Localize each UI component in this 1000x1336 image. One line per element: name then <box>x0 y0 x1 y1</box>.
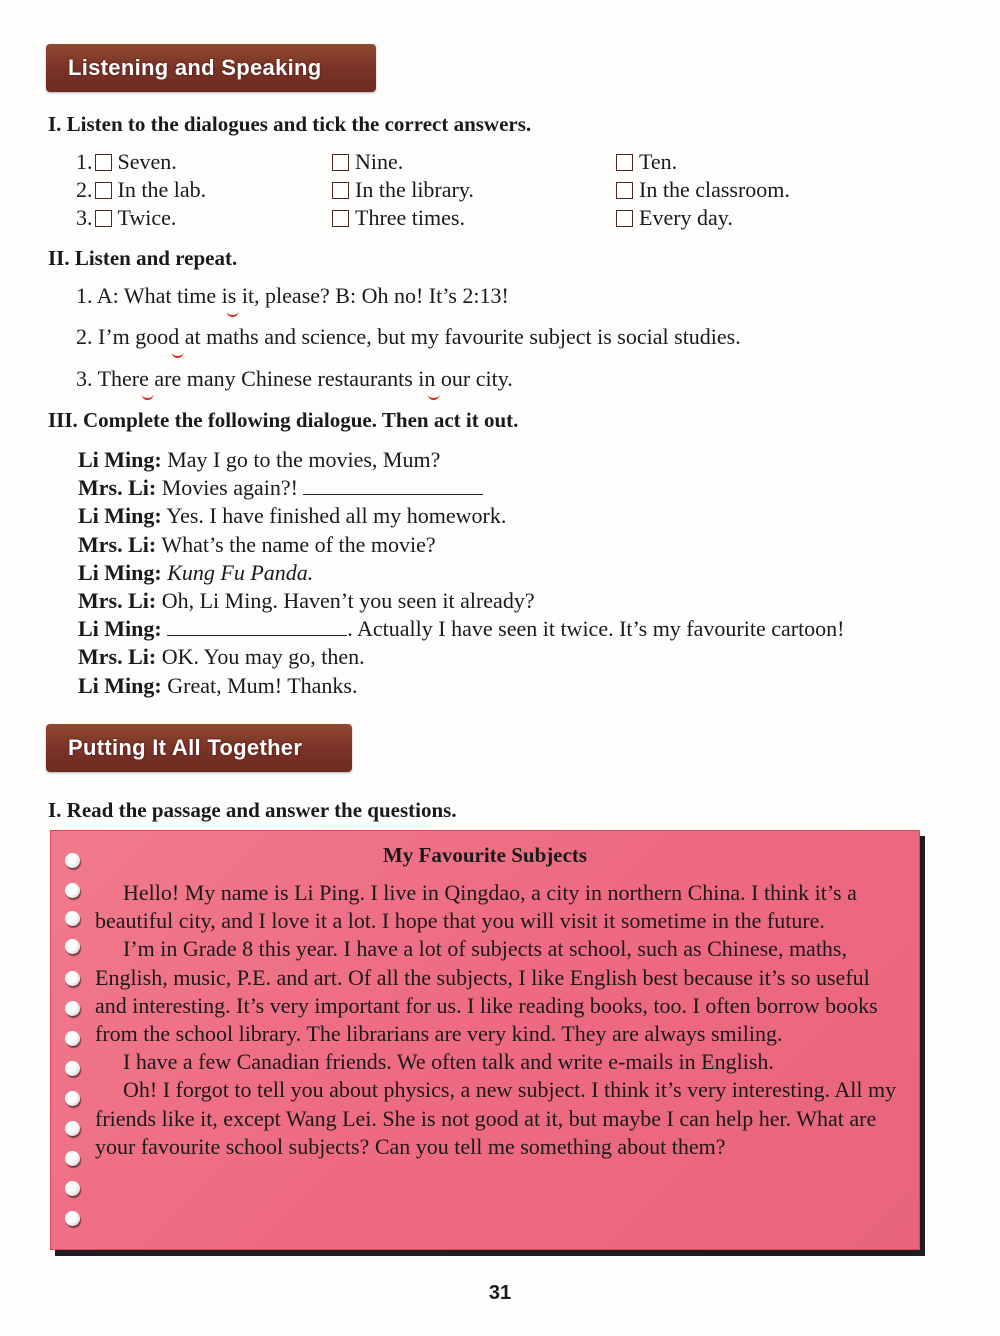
binder-ring-icon <box>65 1121 80 1136</box>
question-number: 3. <box>76 205 93 230</box>
linking-mark: is <box>221 283 237 308</box>
option-c <box>614 205 733 231</box>
dialogue-line <box>78 615 845 643</box>
section-banner-putting-together <box>46 724 352 772</box>
option-label: Twice. <box>117 205 177 230</box>
binder-ring-icon <box>65 971 80 986</box>
line-text: Oh, Li Ming. Haven’t you seen it already? <box>161 588 535 614</box>
checkbox[interactable] <box>332 182 349 199</box>
paragraph: I have a few Canadian friends. We often talk and write e-mails in English. <box>123 1049 774 1075</box>
paragraph: Hello! My name is Li Ping. I live in Qingdao, a city in northern China. I think it’s a beautiful city, and I love it a lot. I hope that you will visit it sometime in the future. <box>95 880 857 934</box>
checkbox[interactable] <box>332 154 349 171</box>
page-number: 31 <box>488 1282 512 1304</box>
text: 3. Ther <box>76 366 140 391</box>
line-text: What’s the name of the movie? <box>161 531 436 557</box>
option-label: Every day. <box>639 205 733 230</box>
dialogue-line <box>78 559 845 587</box>
text: our city. <box>435 366 513 391</box>
option-c <box>614 149 677 175</box>
text: at maths and science, but my favourite subject is social studies. <box>179 324 741 349</box>
movie-title: Kung Fu Panda. <box>167 559 314 585</box>
option-b <box>330 177 474 203</box>
exercise-heading: III. Complete the following dialogue. Then act it out. <box>48 408 519 432</box>
speaker: Mrs. Li: <box>78 588 157 614</box>
speaker: Li Ming: <box>78 616 162 642</box>
speaker: Mrs. Li: <box>78 475 157 501</box>
exercise-heading: I. Listen to the dialogues and tick the correct answers. <box>48 112 532 136</box>
binder-ring-icon <box>65 911 80 926</box>
paragraph: I’m in Grade 8 this year. I have a lot of subjects at school, such as Chinese, maths, English, music, P.E. and art. Of all the subjects, I like English best because it’s so useful and interesting. It’s very important for us. I like reading books, too. I often borrow books from the school library. The librarians are very kind. They are always smiling. <box>95 936 878 1047</box>
repeat-line-3 <box>76 366 513 392</box>
repeat-line-1 <box>76 283 509 309</box>
banner-label: Listening and Speaking <box>68 55 322 80</box>
dialogue-line <box>78 531 845 559</box>
dialogue-line <box>78 587 845 615</box>
linking-mark: d <box>168 324 180 349</box>
line-text: Yes. I have finished all my homework. <box>166 503 507 529</box>
binder-ring-icon <box>65 1001 80 1016</box>
question-row-1 <box>76 149 177 175</box>
checkbox[interactable] <box>95 210 112 227</box>
speaker: Mrs. Li: <box>78 531 157 557</box>
binder-ring-icon <box>65 1061 80 1076</box>
binder-ring-icon <box>65 1211 80 1226</box>
exercise-heading: I. Read the passage and answer the questions. <box>48 798 457 822</box>
answer-blank[interactable] <box>303 476 483 495</box>
option-label: Nine. <box>355 149 404 174</box>
dialogue-line <box>78 474 845 502</box>
dialogue-line <box>78 643 845 671</box>
checkbox[interactable] <box>616 182 633 199</box>
paragraph: Oh! I forgot to tell you about physics, a new subject. I think it’s very interesting. All my friends like it, except Wang Lei. She is not good at it, but maybe I can help her. What are your favourite school subjects? Can you tell me something about them? <box>95 1077 897 1159</box>
binder-ring-icon <box>65 1181 80 1196</box>
text: it, please? B: Oh no! It’s 2:13! <box>236 283 509 308</box>
text: 2. I’m goo <box>76 324 169 349</box>
linking-mark: n <box>424 366 436 391</box>
dialogue-line <box>78 446 845 474</box>
text: are many Chinese restaurants i <box>148 366 425 391</box>
speaker: Li Ming: <box>78 447 162 472</box>
dialogue-line <box>78 672 845 700</box>
line-text: Great, Mum! Thanks. <box>167 672 358 698</box>
line-text: . Actually I have seen it twice. It’s my favourite cartoon! <box>347 616 845 642</box>
repeat-line-2 <box>76 324 741 350</box>
question-row-3 <box>76 205 176 231</box>
binder-ring-icon <box>65 1031 80 1046</box>
exercise-heading: II. Listen and repeat. <box>48 246 238 270</box>
speaker: Li Ming: <box>78 559 162 585</box>
option-label: Seven. <box>117 149 177 174</box>
option-label: Ten. <box>639 149 678 174</box>
speaker: Mrs. Li: <box>78 644 157 670</box>
checkbox[interactable] <box>95 154 112 171</box>
binder-ring-icon <box>65 939 80 954</box>
reading-passage-card <box>50 830 920 1250</box>
speaker: Li Ming: <box>78 672 162 698</box>
option-label: In the lab. <box>117 177 207 202</box>
answer-blank[interactable] <box>167 617 347 636</box>
speaker: Li Ming: <box>78 503 162 529</box>
question-row-2 <box>76 177 206 203</box>
line-text: May I go to the movies, Mum? <box>167 447 441 472</box>
text: 1. A: What time <box>76 283 222 308</box>
dialogue <box>78 446 845 700</box>
binder-ring-icon <box>65 1151 80 1166</box>
banner-label: Putting It All Together <box>68 735 303 760</box>
passage-title: My Favourite Subjects <box>382 843 588 867</box>
passage-body <box>95 879 905 1161</box>
checkbox[interactable] <box>616 210 633 227</box>
checkbox[interactable] <box>95 182 112 199</box>
option-b <box>330 149 403 175</box>
dialogue-line <box>78 502 845 530</box>
binder-ring-icon <box>65 1091 80 1106</box>
binder-ring-icon <box>65 883 80 898</box>
question-number: 1. <box>76 149 93 174</box>
option-b <box>330 205 465 231</box>
option-label: In the classroom. <box>639 177 790 202</box>
line-text: Movies again?! <box>161 475 304 501</box>
checkbox[interactable] <box>332 210 349 227</box>
option-c <box>614 177 790 203</box>
question-number: 2. <box>76 177 93 202</box>
option-label: In the library. <box>355 177 474 202</box>
checkbox[interactable] <box>616 154 633 171</box>
line-text: OK. You may go, then. <box>161 644 365 670</box>
option-label: Three times. <box>355 205 465 230</box>
linking-mark: e <box>139 366 149 391</box>
section-banner-listening-speaking <box>46 44 376 92</box>
